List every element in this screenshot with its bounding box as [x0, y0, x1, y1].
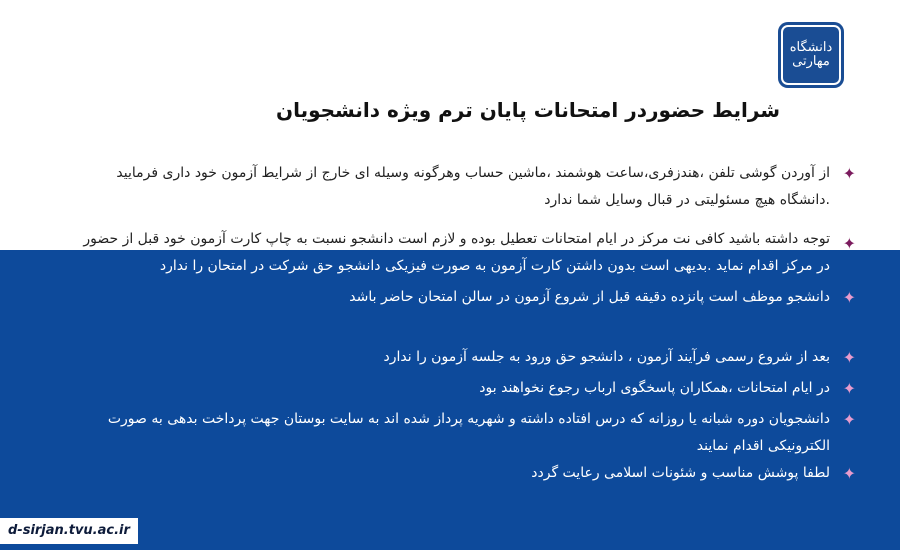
- list-item: [70, 344, 856, 371]
- list-item-text: دانشجو موظف است پانزده دقیقه قبل از شروع آزمون در سالن امتحان حاضر باشد: [349, 289, 830, 305]
- list-item-text: در ایام امتحانات ،همکاران پاسخگوی ارباب رجوع نخواهند بود: [479, 380, 830, 396]
- website-url-link[interactable]: d-sirjan.tvu.ac.ir: [0, 518, 138, 544]
- university-logo: [778, 22, 844, 88]
- list-item-text: بعد از شروع رسمی فرآیند آزمون ، دانشجو حق ورود به جلسه آزمون را ندارد: [383, 349, 830, 365]
- star-bullet-icon: ✦: [842, 379, 856, 398]
- list-item-text-line: توجه داشته باشید کافی نت مرکز در ایام امتحانات تعطیل بوده و لازم است دانشجو نسبت به چاپ کارت آزمون خود قبل از حضور: [83, 231, 830, 247]
- logo-text: دانشگاه مهارتی: [789, 40, 833, 69]
- list-item-text: لطفا پوشش مناسب و شئونات اسلامی رعایت گردد: [531, 465, 830, 481]
- list-item: [70, 460, 856, 487]
- list-item: [70, 406, 856, 460]
- list-item-text: دانشجویان دوره شبانه یا روزانه که درس افتاده داشته و شهریه پرداز شده اند به سایت بوستان جهت پرداخت بدهی به صورت الکترونیکی اقدام نمایند: [107, 411, 830, 454]
- list-item: [70, 226, 856, 280]
- star-bullet-icon: ✦: [842, 234, 856, 253]
- list-item-text: از آوردن گوشی تلفن ،هندزفری،ساعت هوشمند ،ماشین حساب وهرگونه وسیله ای خارج از شرایط آزمون خود داری فرمایید .دانشگاه هیچ مسئولیتی در قبال وسایل شما ندارد: [116, 165, 830, 208]
- list-item: [70, 375, 856, 402]
- list-item: [70, 284, 856, 311]
- list-item-text-line: در مرکز اقدام نماید .بدیهی است بدون داشتن کارت آزمون به صورت فیزیکی دانشجو حق شرکت در امتحان را ندارد: [159, 258, 830, 274]
- star-bullet-icon: ✦: [842, 288, 856, 307]
- star-bullet-icon: ✦: [842, 348, 856, 367]
- star-bullet-icon: ✦: [842, 410, 856, 429]
- list-item: [70, 160, 856, 214]
- star-bullet-icon: ✦: [842, 464, 856, 483]
- page-title: شرایط حضوردر امتحانات پایان ترم ویژه دانشجویان: [276, 98, 780, 122]
- star-bullet-icon: ✦: [842, 164, 856, 183]
